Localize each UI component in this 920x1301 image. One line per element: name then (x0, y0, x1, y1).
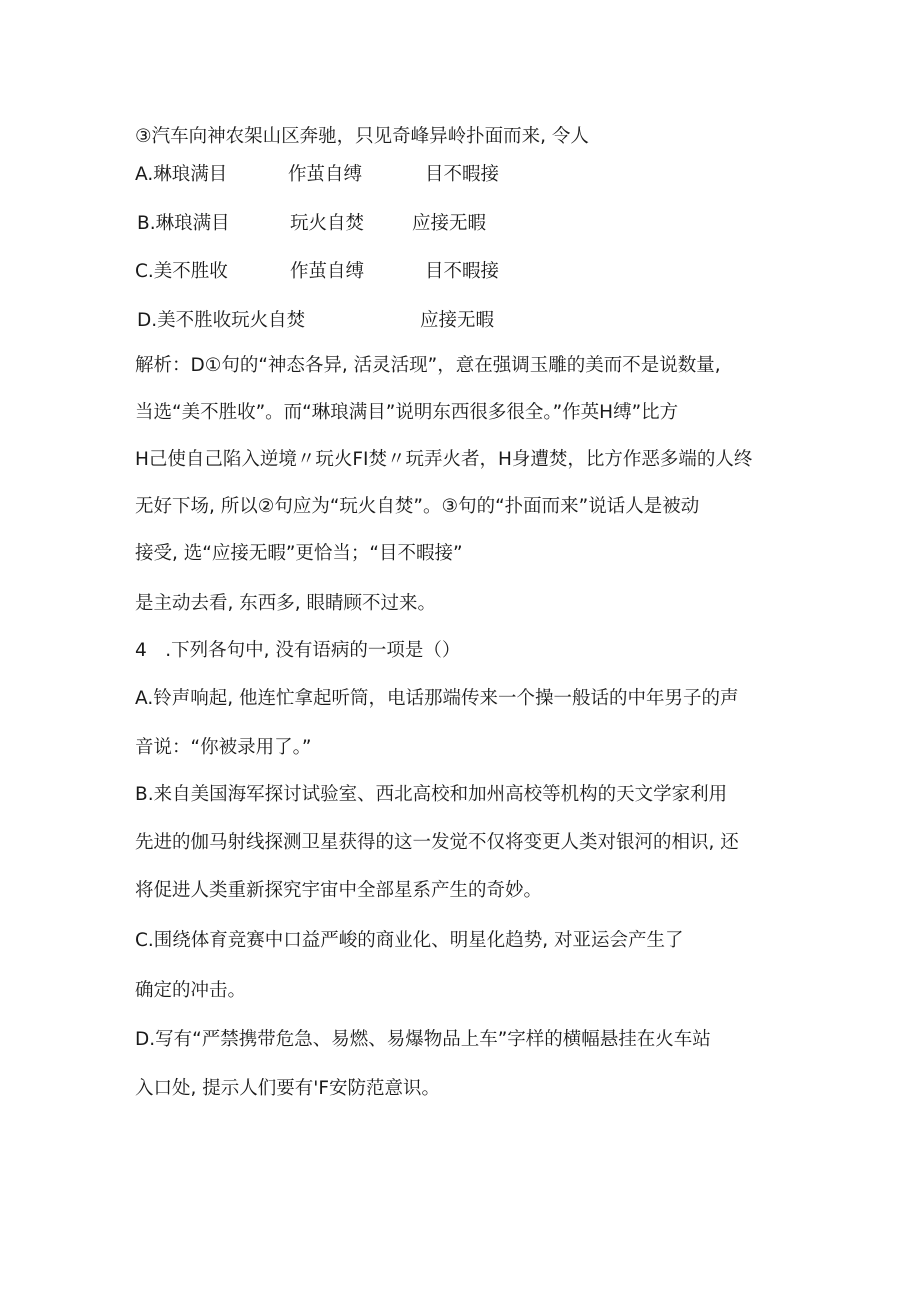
q4-option-a-line: 音说：“你被录用了。” (135, 737, 312, 758)
analysis-line: 是主动去看, 东西多, 眼睛顾不过来。 (135, 593, 437, 614)
option-c-label: C.美不胜收 (135, 261, 228, 282)
analysis-line: 无好下场, 所以②句应为“玩火自焚”。③句的“扑面而来”说话人是被动 (135, 496, 700, 517)
option-b-second: 玩火自焚 (290, 213, 365, 234)
q4-option-b-line: 先进的伽马射线探测卫星获得的这一发觉不仅将变更人类对银河的相识, 还 (135, 832, 739, 853)
question-4-stem: 4 .下列各句中, 没有语病的一项是（） (135, 640, 461, 661)
analysis-line: 接受, 选“应接无暇”更恰当；“目不暇接” (135, 543, 463, 564)
option-c-third: 目不暇接 (425, 261, 500, 282)
option-a-label: A.琳琅满目 (135, 164, 228, 185)
q4-option-c-line: 确定的冲击。 (135, 980, 247, 1001)
option-b-label: B.琳琅满目 (137, 213, 230, 234)
option-d-third: 应接无暇 (420, 310, 495, 331)
q4-option-b-line: B.来自美国海军探讨试验室、西北高校和加州高校等机构的天文学家利用 (135, 784, 728, 805)
question-3-tail: ③汽车向神农架山区奔驰，只见奇峰异岭扑面而来, 令人 (135, 126, 589, 147)
option-b-third: 应接无暇 (412, 213, 487, 234)
q4-option-d-line: 入口处, 提示人们要有'F安防范意识。 (135, 1078, 440, 1099)
analysis-line: 当选“美不胜收”。而“琳琅满目”说明东西很多很全。”作英H缚”比方 (135, 402, 679, 423)
q4-option-d-line: D.写有“严禁携带危急、易燃、易爆物品上车”字样的横幅悬挂在火车站 (135, 1029, 711, 1050)
option-a-second: 作茧自缚 (288, 164, 363, 185)
option-d-label: D.美不胜收玩火自焚 (137, 310, 306, 331)
q4-option-c-line: C.围绕体育竞赛中口益严峻的商业化、明星化趋势, 对亚运会产生了 (135, 930, 684, 951)
analysis-line: H己使自己陷入逆境〃玩火FI焚〃玩弄火者，H身遭焚，比方作恶多端的人终 (135, 449, 753, 470)
option-a-third: 目不暇接 (425, 164, 500, 185)
q4-option-b-line: 将促进人类重新探究宇宙中全部星系产生的奇妙。 (135, 880, 543, 901)
analysis-line: 解析：D①句的“神态各异, 活灵活现”，意在强调玉雕的美而不是说数量, (135, 355, 721, 376)
q4-option-a-line: A.铃声响起, 他连忙拿起听筒，电话那端传来一个操一般话的中年男子的声 (135, 688, 739, 709)
option-c-second: 作茧自缚 (290, 261, 365, 282)
